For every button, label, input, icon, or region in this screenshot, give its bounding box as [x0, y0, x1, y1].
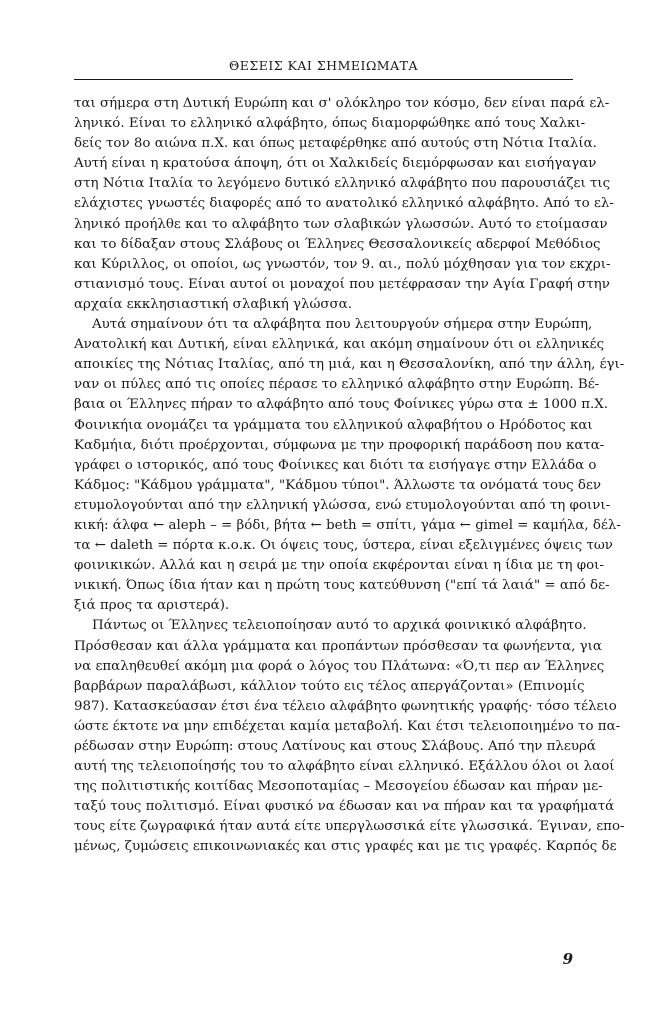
paragraph: [74, 94, 614, 315]
page-number: 9: [562, 950, 573, 968]
text-line: και Κύριλλος, οι οποίοι, ως γνωστόν, τον 9. αι., πολύ μόχθησαν για τον εκχρι-: [74, 256, 611, 272]
text-line: ται σήμερα στη Δυτική Ευρώπη και σ' ολόκληρο τον κόσμο, δεν είναι παρά ελ-: [74, 96, 610, 111]
text-line: νικική. Όπως ίδια ήταν και η πρώτη τους κατεύθυνση ("επί τά λαιά" = από δε-: [74, 578, 610, 594]
text-line: ρέδωσαν στην Ευρώπη: στους Λατίνους και στους Σλάβους. Από την πλευρά: [74, 739, 596, 754]
text-line: Φοινικήια ονομάζει τα γράμματα του ελληνικού αλφαβήτου ο Ηρόδοτος και: [74, 417, 593, 433]
text-line: της πολιτιστικής κοιτίδας Μεσοποταμίας – Μεσογείου έδωσαν και πήραν με-: [74, 779, 603, 795]
text-line: στη Νότια Ιταλία το λεγόμενο δυτικό ελληνικό αλφάβητο που παρουσιάζει τις: [74, 176, 611, 192]
text-line: Πάντως οι Έλληνες τελειοποίησαν αυτό το αρχικά φοινικικό αλφάβητο.: [92, 618, 587, 634]
paragraph: [74, 616, 625, 857]
text-line: 987). Κατασκεύασαν έτσι ένα τέλειο αλφάβητο φωνητικής γραφής· τόσο τέλειο: [74, 698, 617, 714]
text-line: γράφει ο ιστορικός, από τους Φοίνικες και διότι τα εισήγαγε στην Ελλάδα ο: [74, 457, 597, 473]
text-line: ληνικό προήλθε και το αλφάβητο των σλαβικών γλωσσών. Αυτό το ετοίμασαν: [74, 216, 608, 232]
text-line: ναν οι πύλες από τις οποίες πέρασε το ελληνικό αλφάβητο στην Ευρώπη. Βέ-: [74, 377, 600, 393]
text-line: ετυμολογούνται από την ελληνική γλώσσα, ενώ ετυμολογούνται από τη φοινι-: [74, 497, 611, 513]
text-line: Κάδμος: "Κάδμου γράμματα", "Κάδμου τύποι". Άλλωστε τα ονόματά τους δεν: [74, 477, 602, 493]
text-line: Αυτά σημαίνουν ότι τα αλφάβητα που λειτουργούν σήμερα στην Ευρώπη,: [92, 317, 593, 333]
text-line: κική: άλφα ← aleph – = βόδι, βήτα ← beth = σπίτι, γάμα ← gimel = καμήλα, δέλ-: [74, 517, 621, 533]
paragraph: [74, 315, 625, 616]
text-line: ταξύ τους πολιτισμό. Είναι φυσικό να έδωσαν και να πήραν και τα γραφήματά: [74, 799, 615, 815]
text-line: τα ← daleth = πόρτα κ.ο.κ. Οι όψεις τους, ύστερα, είναι εξελιγμένες όψεις των: [74, 538, 613, 554]
text-line: φοινικικών. Αλλά και η σειρά με την οποία εκφέρονται είναι η ίδια με τη φοι-: [74, 558, 604, 574]
text-line: να επαληθευθεί ακόμη μια φορά ο λόγος του Πλάτωνα: «Ό,τι περ αν Έλληνες: [74, 658, 605, 674]
text-line: αποικίες της Νότιας Ιταλίας, από τη μιά, και η Θεσσαλονίκη, από την άλλη, έγι-: [74, 357, 625, 373]
text-line: αυτή της τελειοποίησής του το αλφάβητο είναι ελληνικό. Εξάλλου όλοι οι λαοί: [74, 759, 615, 775]
running-head: ΘΕΣΕΙΣ ΚΑΙ ΣΗΜΕΙΩΜΑΤΑ: [228, 58, 418, 73]
text-line: αρχαία εκκλησιαστική σλαβική γλώσσα.: [74, 296, 352, 312]
header-rule: [74, 79, 573, 80]
text-line: δείς τον 8ο αιώνα π.Χ. και όπως μεταφέρθηκε από αυτούς στη Νότια Ιταλία.: [74, 136, 597, 152]
text-line: Καδμήια, διότι προέρχονται, σύμφωνα με την προφορική παράδοση που κατα-: [74, 437, 605, 453]
text-line: ληνικό. Είναι το ελληνικό αλφάβητο, όπως διαμορφώθηκε από τους Χαλκι-: [74, 116, 586, 132]
text-line: τους είτε ζωγραφικά ήταν αυτά είτε υπεργλωσσικά είτε γλωσσικά. Έγιναν, επο-: [74, 819, 625, 835]
text-line: Αυτή είναι η κρατούσα άποψη, ότι οι Χαλκιδείς διεμόρφωσαν και εισήγαγαν: [74, 156, 597, 172]
text-line: βαια οι Έλληνες πήραν το αλφάβητο από τους Φοίνικες γύρω στα ± 1000 π.Χ.: [74, 397, 609, 413]
text-line: ελάχιστες γνωστές διαφορές από το ανατολικό ελληνικό αλφάβητο. Από το ελ-: [74, 196, 614, 212]
text-line: ώστε έκτοτε να μην επιδέχεται καμία μεταβολή. Και έτσι τελειοποιημένο το πα-: [74, 718, 621, 734]
text-line: μένως, ζυμώσεις επικοινωνιακές και στις γραφές και με τις γραφές. Καρπός δε: [74, 839, 617, 855]
text-line: Πρόσθεσαν και άλλα γράμματα και προπάντων πρόσθεσαν τα φωνήεντα, για: [74, 638, 602, 654]
body-text: [74, 94, 625, 858]
text-line: Ανατολική και Δυτική, είναι ελληνικά, και ακόμη σημαίνουν ότι οι ελληνικές: [74, 337, 605, 353]
text-line: ξιά προς τα αριστερά).: [74, 598, 230, 614]
text-line: στιανισμό τους. Είναι αυτοί οι μοναχοί που μετέφρασαν την Αγία Γραφή στην: [74, 276, 610, 292]
text-line: και το δίδαξαν στους Σλάβους οι Έλληνες Θεσσαλονικείς αδερφοί Μεθόδιος: [74, 236, 601, 252]
text-line: βαρβάρων παραλάβωσι, κάλλιον τούτο εις τέλος απεργάζονται» (Επινομίς: [74, 678, 585, 694]
